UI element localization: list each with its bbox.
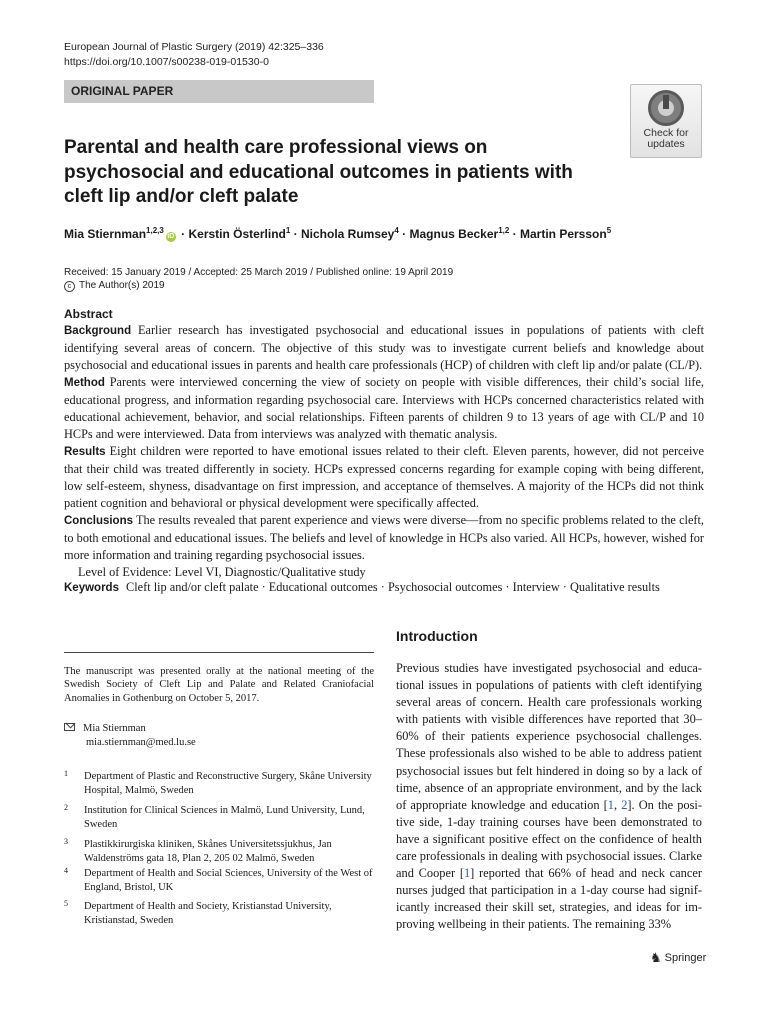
abstract-conclusions [64,512,704,564]
keywords-text: Cleft lip and/or cleft palate · Educational outcomes · Psychosocial outcomes · Interview · Qualitative results [126,580,660,594]
affiliation-number: 5 [64,899,68,908]
author-affiliation-sup: 1 [285,226,291,235]
affiliation-text: Institution for Clinical Sciences in Malmö, Lund University, Lund, Sweden [84,805,365,830]
abstract-label: Results [64,446,106,458]
author-name[interactable]: Martin Persson [519,227,607,241]
springer-horse-icon: ♞ [650,950,662,965]
intro-text-part: Previous studies have investigated psychosocial and educa-tional issues in populations of patients with cleft identifying several areas of concern. Health care professionals working with patients with visible differences have reported that 30–60% of their patients experience psychosocial challenges. These professionals also wished to be able to address patient psychosocial issues but felt hindered in doing so by a lack of time, absence of an appropriate environment, and by the lack of appropriate knowledge and education [ [396,661,702,812]
affiliation-number: 4 [64,866,68,875]
check-updates-line2: updates [647,138,685,150]
publisher-logo [650,950,706,966]
keywords-label: Keywords [64,582,119,594]
citation-link[interactable]: 1 [463,866,471,881]
crossmark-icon [648,90,684,126]
author-affiliation-sup: 5 [606,226,612,235]
publisher-name: Springer [664,952,707,964]
affiliation-number: 2 [64,803,68,812]
introduction-heading: Introduction [396,628,478,644]
introduction-text [396,660,702,934]
author-list: Mia Stiernman$^{1,2,3}$iD · Kerstin Österlind$^1$ · Nichola Rumsey$^4$ · Magnus Becker$^{1,2}$ · Martin Persson$^5$ [64,226,612,241]
copyright-text: The Author(s) 2019 [79,280,165,291]
abstract-body [64,322,704,581]
abstract-method [64,374,704,443]
publication-dates [64,266,453,292]
affiliation-text: Department of Health and Social Sciences, University of the West of England, Bristol, UK [84,868,373,893]
footnote-divider [64,652,374,653]
author-name[interactable]: Magnus Becker [409,227,499,241]
abstract-label: Conclusions [64,515,134,527]
check-updates-line1: Check for [643,127,689,139]
copyright-line [64,279,453,292]
author-affiliation-sup: 1,2 [498,226,510,235]
affiliation-text: Department of Health and Society, Kristianstad University, Kristianstad, Sweden [84,901,332,926]
orcid-icon[interactable]: iD [167,233,175,240]
abstract-text: Eight children were reported to have emotional issues related to their cleft. Eleven parents, however, did not perceive that their child was treated differently in society. HCPs expressed concerns regarding for example coping with being different, low self-esteem, shyness, disadvantage on first impression, and acceptance of themselves. A majority of the HCPs did not think patient cognition and behavioral or physical development were specifically affected. [64,444,704,510]
abstract-text: The results revealed that parent experience and views were diverse—from no specific problems related to the cleft, to both emotional and educational issues. The beliefs and level of knowledge in HCPs also varied. All HCPs, however, wished for more information and training regarding psychosocial issues. [64,513,704,562]
author-name[interactable]: Nichola Rumsey [300,227,395,241]
envelope-icon [64,723,75,731]
affiliation-text: Plastikkirurgiska kliniken, Skånes Universitetssjukhus, Jan Waldenströms gata 18, Plan 2, 205 02 Malmö, Sweden [84,839,332,864]
intro-text-part: ] reported that 66% of head and neck cancer nurses judged that participation in a 1-day course had signif-icantly increased their skill set, strategies, and ideas for im-proving wellbeing in their patients. The remaining 33% [396,866,702,932]
abstract-text: Parents were interviewed concerning the view of society on people with visible differences, their child’s social life, educational progress, and information regarding psychosocial care. Interviews with HCPs concerned characteristics related with educational achievement, behavior, and social relationships. Fifteen parents of children 9 to 13 years of age with CL/P and 10 HCPs and were interviewed. Data from interviews was analyzed with thematic analysis. [64,375,704,441]
affiliation-text: Department of Plastic and Reconstructive Surgery, Skåne University Hospital, Malmö, Sweden [84,771,372,796]
abstract-label: Background [64,325,132,337]
abstract-heading: Abstract [64,307,113,321]
copyright-icon: c [64,281,75,292]
abstract-text: Earlier research has investigated psychosocial and educational issues in populations of patients with cleft identifying several areas of concern. The objective of this study was to investigate current beliefs and knowledge about psychosocial and educational issues in parents and health care professionals (HCP) of children with cleft lip and/or palate (CL/P). [64,323,704,372]
author-affiliation-sup: 4 [394,226,399,235]
abstract-label: Method [64,377,105,389]
level-of-evidence: Level of Evidence: Level VI, Diagnostic/Qualitative study [78,565,366,579]
citation-link[interactable]: 1 [607,797,614,812]
affiliation-number: 3 [64,837,68,846]
corresponding-email[interactable]: mia.stiernman@med.lu.se [86,737,196,748]
abstract-background [64,322,704,374]
intro-text-part: ]. On the posi-tive side, 1-day training courses have been demonstrated to have a significant positive effect on the confidence of health care professionals in dealing with psychosocial issues. Clarke and Cooper [ [396,797,702,881]
corresponding-author [64,722,374,750]
corresponding-name: Mia Stiernman [83,723,146,734]
presentation-note: The manuscript was presented orally at the national meeting of the Swedish Society of Cleft Lip and Palate and Related Craniofacial Anomalies in Gothenburg on October 5, 2017. [64,666,374,704]
article-title: Parental and health care professional views on psychosocial and educational outcomes in patients with cleft lip and/or cleft palate [64,137,573,207]
dates-line: Received: 15 January 2019 / Accepted: 25 March 2019 / Published online: 19 April 2019 [64,267,454,278]
keywords [64,579,704,597]
check-for-updates-button[interactable] [630,84,702,158]
intro-text-part: , [614,797,622,812]
corresponding-name-line [64,722,374,736]
author-name[interactable]: Mia Stiernman [64,227,147,241]
abstract-results [64,443,704,512]
author-name[interactable]: Kerstin Österlind [188,227,286,241]
journal-citation: European Journal of Plastic Surgery (2019) 42:325–336 [64,41,324,53]
article-type-badge: ORIGINAL PAPER [64,80,374,103]
affiliation-number: 1 [64,769,68,778]
doi-link[interactable]: https://doi.org/10.1007/s00238-019-01530-0 [64,56,269,68]
author-affiliation-sup: 1,2,3 [146,226,164,235]
citation-link[interactable]: 2 [621,797,628,812]
